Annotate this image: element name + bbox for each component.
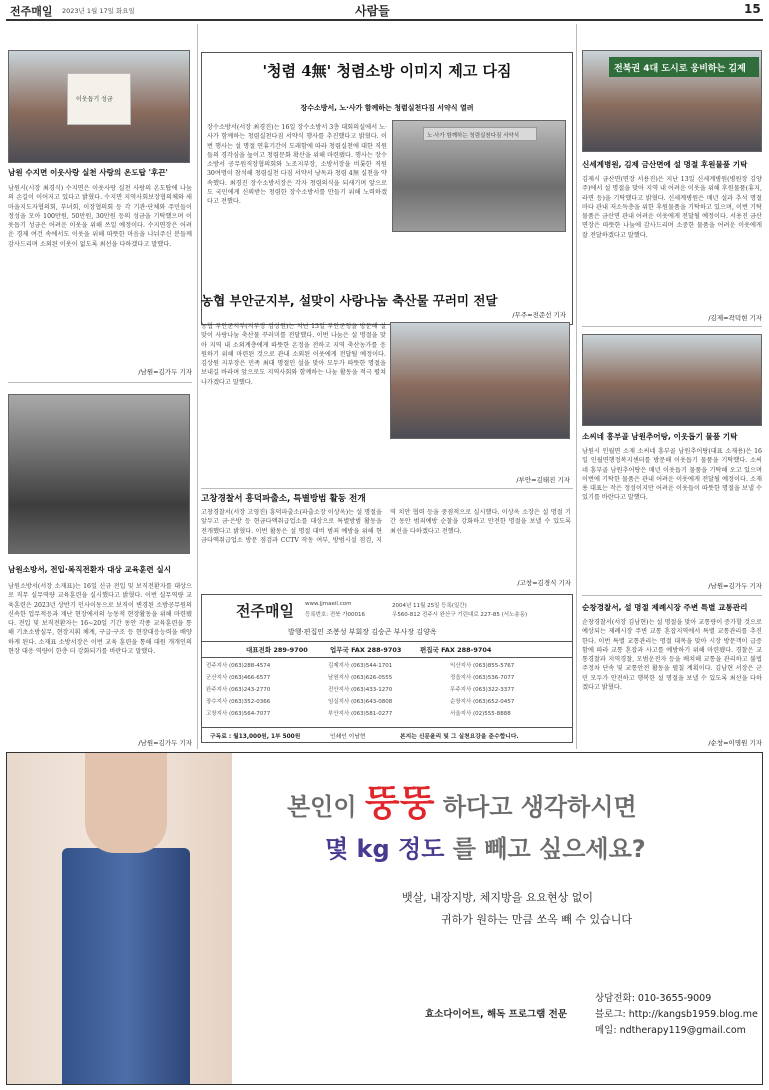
section-divider: [8, 382, 192, 383]
masthead-registration: 등록번호: 전북 가00016: [305, 612, 366, 618]
page-header: [0, 0, 769, 20]
article-credit: /순창=이명원 기자: [708, 739, 762, 747]
article-body: 남원시(시장 최경식) 수지면은 이웃사랑 실천 사랑의 온도탑에 나눔의 손길이 이어지고 있다고 밝혔다. 수지면 지역사회보장협의체와 새마을지도자협의회, 부녀회, 이장협의회 등 각 기관·단체와 주민들이 정성을 모아 100만원, 50만원, 30만원 등의 성금을 기탁했으며 이웃돕기 성금은 어려운 이웃을 위해 쓰일 예정이다. 수지면장은 어려운 경제 여건 속에서도 이웃을 위해 따뜻한 마음을 나눠주신 분들께 감사드리며 소외된 이웃이 없도록 최선을 다하겠다고 말했다.: [8, 185, 192, 248]
branch-entry: 서울지사 (02)555-8888: [450, 711, 511, 717]
donation-board: [67, 73, 131, 125]
article-credit: /남원=김가두 기자: [708, 582, 762, 590]
masthead-rule: [201, 657, 573, 658]
ad-model-figure: [7, 753, 232, 1084]
masthead-url: www.jjmaeil.com: [305, 601, 352, 607]
section-divider: [582, 595, 762, 596]
feature-subheadline: 장수소방서, 노·사가 함께하는 청렴실천다짐 서약식 열려: [300, 104, 474, 112]
header-rule: [6, 19, 763, 21]
donation-photo: [8, 50, 190, 163]
masthead-fax1: 업무국 FAX 288-9703: [330, 646, 402, 654]
ad-line2-em: 몇 kg 정도: [325, 835, 445, 863]
masthead-subscription: 구독료 : 월13,000원, 1부 500원: [210, 734, 301, 740]
banner-text: 노·사가 함께하는 청렴실천다짐 서약식: [427, 133, 520, 139]
torso-shape: [85, 753, 167, 853]
masthead-rule: [201, 641, 573, 642]
branch-entry: 군산지사 (063)466-6577: [206, 675, 271, 681]
ad-line4: 귀하가 원하는 만큼 쏘옥 빼 수 있습니다: [441, 913, 632, 926]
ad-line3: 뱃살, 내장지방, 체지방을 요요현상 없이: [402, 891, 593, 904]
article-body: 농협 부안군지부(지부장 김상원)는 지난 13일 부안군청을 방문해 설맞이 사랑나눔 축산물 꾸러미를 전달했다. 이번 나눔은 설 명절을 맞아 지역 내 소외계층에게 따뜻한 온정을 전하고 지역 축산농가를 응원하기 위해 마련된 것으로 관내 소외된 이웃에게 전달될 예정이다. 김상원 지부장은 민족 최대 명절인 설을 맞아 모두가 따뜻한 명절을 보내길 바라며 앞으로도 지역사회와 함께하는 나눔 활동을 적극 펼쳐나가겠다고 말했다.: [201, 323, 386, 386]
article-headline: 남원소방서, 전입·복직전환자 대상 교육훈련 실시: [8, 565, 172, 574]
branch-entry: 전주지사 (063)288-4574: [206, 663, 271, 669]
article-headline: 소씨네 흥부골 남원추어탕, 이웃돕기 물품 기탁: [582, 432, 738, 441]
feature-headline: '청렴 4無' 청렴소방 이미지 제고 다짐: [262, 62, 512, 80]
headline-text: 농협 부안군지부, 설맞이 사랑나눔 축산물 꾸러미 전달: [201, 293, 498, 308]
header-section: 사람들: [355, 4, 390, 18]
ad-line1-post: 하다고 생각하시면: [434, 793, 637, 821]
masthead-publisher: 발행·편집인 조봉성 부회장 김승곤 부사장 김양옥: [288, 628, 437, 636]
ad-brand: 효소다이어트, 해독 프로그램 전문: [425, 1009, 568, 1020]
ad-phone: 상담전화: 010-3655-9009: [595, 993, 712, 1004]
article-body: 남원소방서(서장 소재표)는 16일 신규 전입 및 보직전환자를 대상으로 직무 실무역량 교육훈련을 실시했다고 밝혔다. 이번 실무역량 교육훈련은 2023년 상반기 인사이동으로 보직이 변경된 소방공무원의 신속한 업무적응과 재난 현장에서의 능동적 현장활동을 위해 마련됐다. 전입 및 보직전환자는 16~20일 기간 동안 각종 교육훈련을 통해 기초소방실무, 현장지휘 체계, 구급·구조 등 현장대응능력을 배양하게 된다. 소재표 소방서장은 이번 교육 훈련을 통해 대원 개개인의 현장 대응 역량이 한층 더 강화되기를 바란다고 말했다.: [8, 583, 192, 656]
branch-list: [206, 661, 568, 725]
ad-line1-pre: 본인이: [287, 793, 365, 821]
ad-line2-post: 를 빼고 싶으세요?: [444, 835, 646, 863]
section-divider: [201, 488, 573, 489]
masthead-ethics: 본지는 신문윤리 및 그 실천요강을 준수합니다.: [400, 734, 519, 740]
restaurant-donation-photo: [582, 334, 762, 426]
article-headline-display: [201, 293, 573, 308]
masthead-printer: 인쇄인 이남현: [330, 734, 366, 740]
livestock-gift-photo: [390, 322, 570, 439]
branch-entry: 익산지사 (063)855-5767: [450, 663, 515, 669]
article-credit: /고창=김경식 기자: [517, 579, 571, 587]
masthead-address: 우560-812 전주시 완산구 기린대로 227-85 (서노송동): [392, 612, 528, 618]
article-headline: 고창경찰서 흥덕파출소, 특별방범 활동 전개: [201, 494, 366, 504]
ad-line2: [325, 829, 646, 864]
branch-entry: 완주지사 (063)243-2770: [206, 687, 271, 693]
article-credit: /김제=곽덕현 기자: [708, 314, 762, 322]
diet-advertisement: [6, 752, 763, 1085]
ad-mail: 메일: ndtherapy119@gmail.com: [595, 1025, 746, 1036]
jeans-icon: [62, 848, 190, 1084]
branch-entry: 남원지사 (063)626-0555: [328, 675, 393, 681]
section-divider: [582, 326, 762, 327]
storefront-sign: [609, 57, 759, 77]
masthead-phone-main: 대표전화 289-9700: [246, 646, 308, 654]
article-credit: /부안=김태진 기자: [516, 476, 570, 484]
branch-entry: 임실지사 (063)643-0808: [328, 699, 393, 705]
masthead-fax2: 편집국 FAX 288-9704: [420, 646, 492, 654]
branch-entry: 무주지사 (063)322-3377: [450, 687, 515, 693]
article-body: 남원시 인월면 소재 소씨네 흥부골 남원추어탕(대표 소재용)은 16일 인월면행정복지센터를 방문해 이웃돕기 물품을 기탁했다. 소씨네 흥부골 남원추어탕은 매년 이웃돕기 물품을 기탁해 오고 있으며 이번에 기탁한 물품은 관내 어려운 이웃에게 전달될 예정이다. 소재용 대표는 작은 정성이지만 어려운 이웃들이 따뜻한 명절을 보낼 수 있기를 바란다고 말했다.: [582, 448, 762, 502]
ad-line1: [287, 775, 637, 826]
branch-entry: 부안지사 (063)581-0277: [328, 711, 393, 717]
article-credit: /남원=김가두 기자: [138, 368, 192, 376]
article-body: 순창경찰서(서장 김남현)는 설 명절을 맞아 교통량이 증가할 것으로 예상되는 제례시장 주변 교통 혼잡지역에서 특별 교통관리를 추진한다. 이번 특별 교통관리는 명절 대목을 맞아 시장 방문객이 급증함에 따라 교통 혼잡과 사고를 예방하기 위해 마련됐다. 경찰은 교통경찰과 지역경찰, 모범운전자 등을 배치해 교통을 관리하고 불법 주정차 단속 및 교통안전 활동을 펼칠 계획이다. 김남현 서장은 군민 모두가 안전하고 행복한 설 명절을 보낼 수 있도록 최선을 다하겠다고 밝혔다.: [582, 619, 762, 692]
branch-entry: 순창지사 (063)652-0457: [450, 699, 515, 705]
article-body-cont: [392, 236, 567, 276]
masthead-rule: [201, 727, 573, 728]
branch-entry: 정읍지사 (063)536-7077: [450, 675, 515, 681]
ad-line1-em: 뚱뚱: [364, 783, 435, 824]
branch-entry: 고창지사 (063)564-7077: [206, 711, 271, 717]
article-body: 김제시 금산면(면장 서용진)은 지난 13일 신세계병원(병원장 김양주)에서 설 명절을 맞아 지역 내 어려운 이웃을 위해 후원물품(휴지, 라면 등)을 기탁했다고 밝혔다. 신세계병원은 매년 설과 추석 명절마다 관내 저소득층을 위한 후원물품을 기탁하고 있으며, 이번 기탁 물품은 금산면 관내 어려운 이웃에게 전달될 예정이다. 서용진 금산면장은 따뜻한 나눔에 감사드리며 소중한 물품을 어려운 이웃에게 잘 전달하겠다고 말했다.: [582, 176, 762, 239]
article-body: 고창경찰서(서장 고영진) 흥덕파출소(파출소장 이상옥)는 설 명절을 앞두고 금·은방 등 현금다액취급업소를 대상으로 특별방범 활동을 전개했다고 밝혔다. 이번 활동은 설 명절 대비 범죄 예방을 위해 현금다액취급업소 방문 점검과 CCTV 작동 여부, 방범시설 점검, 지역 치안 협력 등을 중점적으로 실시했다. 이상옥 소장은 설 명절 기간 동안 범죄예방 순찰을 강화하고 안전한 명절을 보낼 수 있도록 최선을 다하겠다고 전했다.: [201, 509, 571, 544]
article-credit: /무주=전준선 기자: [512, 311, 566, 319]
hospital-donation-photo: [582, 50, 762, 152]
sign-text: 전북권 4대 도시로 웅비하는 김제: [614, 64, 746, 74]
masthead-info: 2004년 11월 25일 등록(일간): [392, 603, 467, 609]
masthead-logo: 전주매일: [236, 602, 294, 620]
branch-entry: 진안지사 (063)433-1270: [328, 687, 393, 693]
article-credit: /남원=김가두 기자: [138, 739, 192, 747]
column-divider: [197, 24, 198, 749]
header-page-number: 15: [744, 2, 761, 16]
pledge-ceremony-photo: [392, 120, 566, 232]
board-caption: 이웃돕기 성금: [76, 96, 113, 103]
article-headline: 순창경찰서, 설 명절 제례시장 주변 특별 교통관리: [582, 603, 748, 612]
branch-entry: 장수지사 (063)352-0366: [206, 699, 271, 705]
article-headline: 신세계병원, 김제 금산면에 설 명절 후원물품 기탁: [582, 160, 748, 169]
article-headline: 남원 수지면 이웃사랑 실천 사랑의 온도탑 '후끈': [8, 168, 168, 177]
article-body: 장수소방서(서장 최경진)는 16일 장수소방서 3층 대회의실에서 노·사가 함께하는 청렴실천다짐 서약식 행사를 추진했다고 밝혔다. 이번 행사는 설 명절 연휴기간이 도래함에 따라 청렴실천에 대한 직원들의 경각심을 높이고 청렴문화 확산을 위해 마련됐다. 행사는 장수소방서 공무원직장협의회와 노조지부장, 소방서장을 비롯한 직원 30여명이 참석해 청렴실천 다짐 서약서 낭독과 청렴 4無 실천을 약속했다. 최경진 장수소방서장은 각자 청렴의식을 되새기며 앞으로도 국민에게 신뢰받는 청렴한 장수소방서를 만들기 위해 노력하겠다고 전했다.: [207, 124, 387, 206]
ad-blog: 블로그: http://kangsb1959.blog.me: [595, 1009, 758, 1020]
branch-entry: 김제지사 (063)544-1701: [328, 663, 393, 669]
column-divider: [576, 24, 577, 749]
firefighter-photo: [8, 394, 190, 554]
banner: [423, 127, 537, 141]
header-date: 2023년 1월 17일 화요일: [62, 7, 135, 15]
header-logo: 전주매일: [10, 5, 53, 18]
